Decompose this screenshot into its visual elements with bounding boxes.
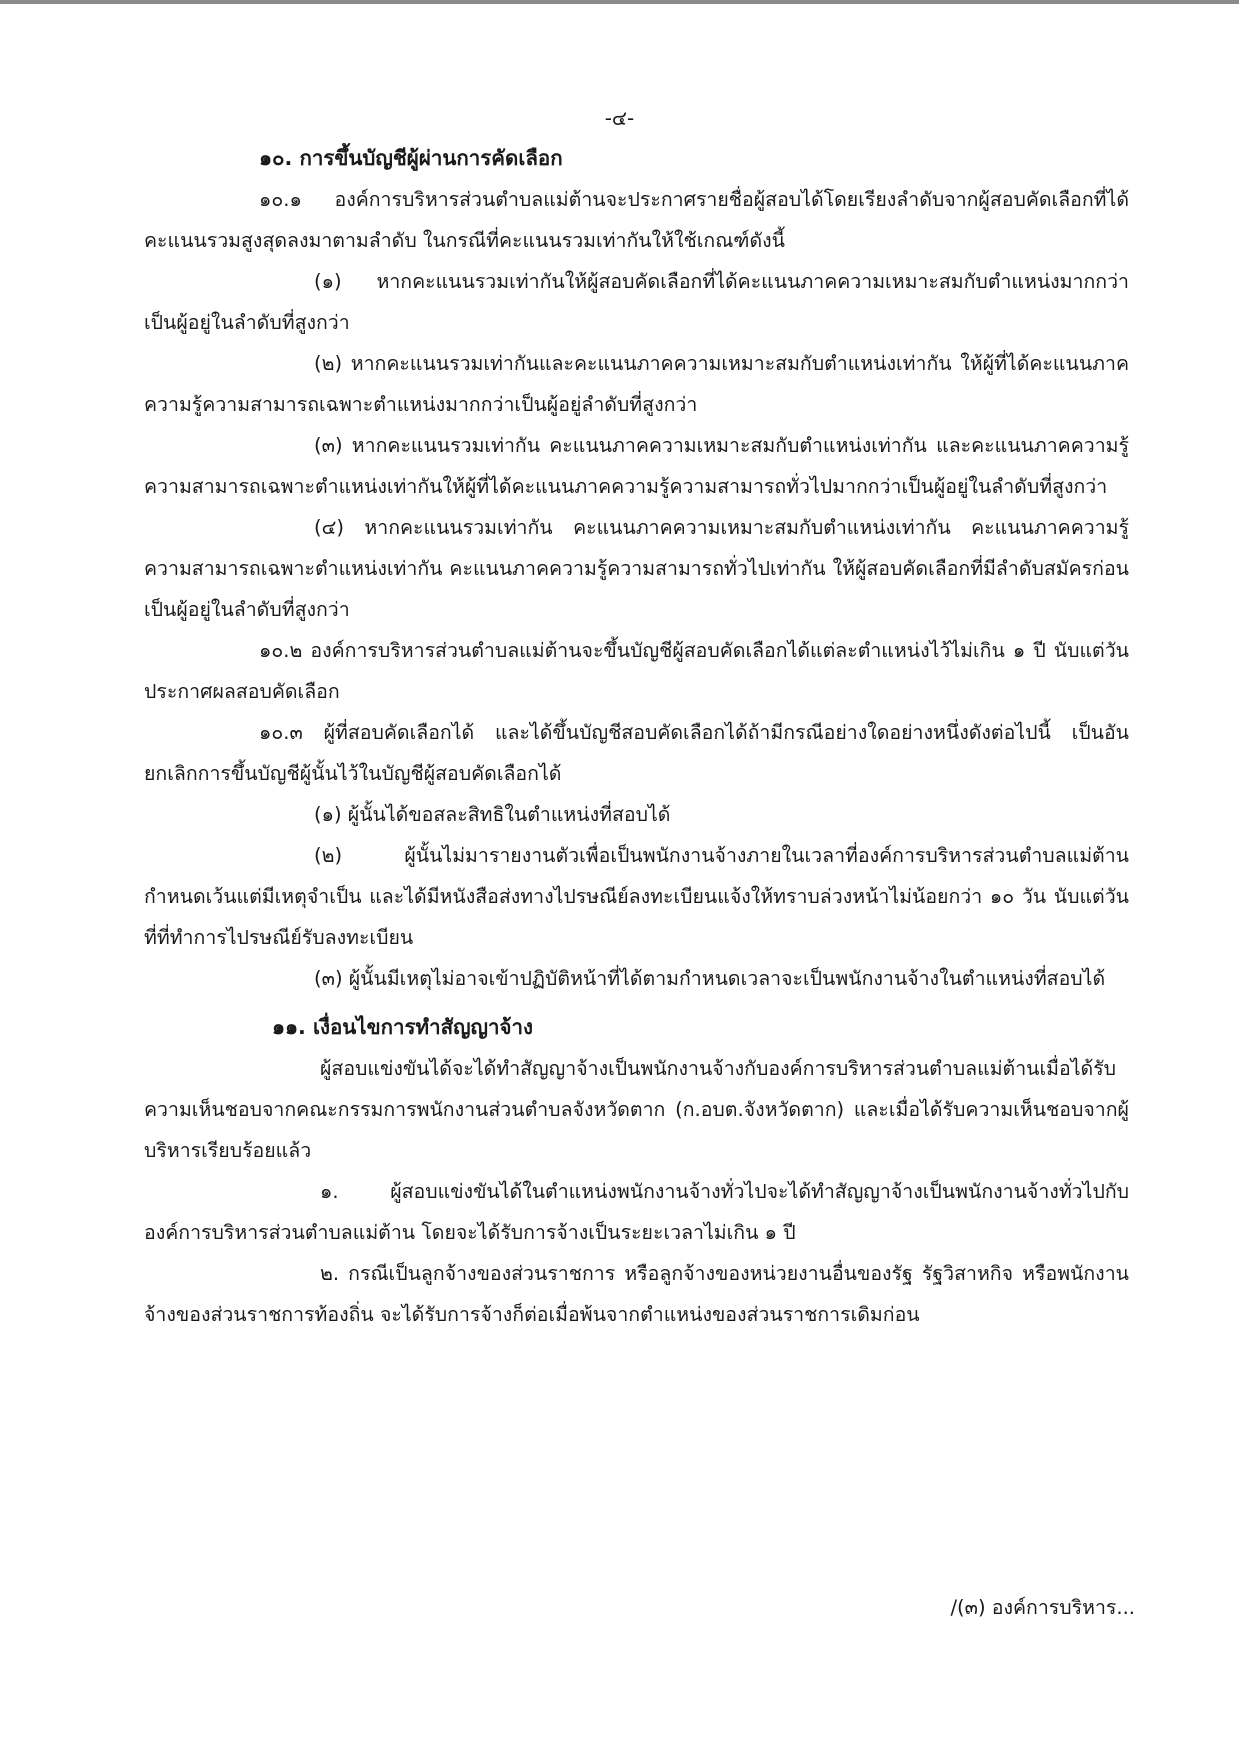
criterion-1: (๑) หากคะแนนรวมเท่ากันให้ผู้สอบคัดเลือกที่ได้คะแนนภาคความเหมาะสมกับตำแหน่งมากกว่าเป็นผู้อยู่ในลำดับที่สูงกว่า: [144, 270, 1129, 334]
paragraph-10-2: ๑๐.๒ องค์การบริหารส่วนตำบลแม่ต้านจะขึ้นบัญชีผู้สอบคัดเลือกได้แต่ละตำแหน่งไว้ไม่เกิน ๑ ปี นับแต่วันประกาศผลสอบคัดเลือก: [144, 639, 1129, 703]
scan-top-edge: [0, 0, 1239, 4]
disqualification-1: (๑) ผู้นั้นได้ขอสละสิทธิในตำแหน่งที่สอบได้: [314, 803, 671, 826]
disqualification-2: (๒) ผู้นั้นไม่มารายงานตัวเพื่อเป็นพนักงานจ้างภายในเวลาที่องค์การบริหารส่วนตำบลแม่ต้านกำหนดเว้นแต่มีเหตุจำเป็น และได้มีหนังสือส่งทางไปรษณีย์ลงทะเบียนแจ้งให้ทราบล่วงหน้าไม่น้อยกว่า ๑๐ วัน นับแต่วันที่ที่ทำการไปรษณีย์รับลงทะเบียน: [144, 844, 1129, 949]
criterion-3: (๓) หากคะแนนรวมเท่ากัน คะแนนภาคความเหมาะสมกับตำแหน่งเท่ากัน และคะแนนภาคความรู้ความสามารถเฉพาะตำแหน่งเท่ากันให้ผู้ที่ได้คะแนนภาคความรู้ความสามารถทั่วไปมากกว่าเป็นผู้อยู่ในลำดับที่สูงกว่า: [144, 434, 1129, 498]
criterion-2: (๒) หากคะแนนรวมเท่ากันและคะแนนภาคความเหมาะสมกับตำแหน่งเท่ากัน ให้ผู้ที่ได้คะแนนภาคความรู้ความสามารถเฉพาะตำแหน่งมากกว่าเป็นผู้อยู่ลำดับที่สูงกว่า: [144, 352, 1129, 416]
section-11-intro: ผู้สอบแข่งขันได้จะได้ทำสัญญาจ้างเป็นพนักงานจ้างกับองค์การบริหารส่วนตำบลแม่ต้านเมื่อได้รับความเห็นชอบจากคณะกรรมการพนักงานส่วนตำบลจังหวัดตาก (ก.อบต.จังหวัดตาก) และเมื่อได้รับความเห็นชอบจากผู้บริหารเรียบร้อยแล้ว: [144, 1057, 1129, 1162]
section-11-heading: ๑๑. เงื่อนไขการทำสัญญาจ้าง: [272, 1015, 534, 1039]
continuation-note: /(๓) องค์การบริหาร...: [950, 1596, 1135, 1619]
disqualification-3: (๓) ผู้นั้นมีเหตุไม่อาจเข้าปฏิบัติหน้าที่ได้ตามกำหนดเวลาจะเป็นพนักงานจ้างในตำแหน่งที่สอบได้: [314, 967, 1106, 990]
section-11-item-2: ๒. กรณีเป็นลูกจ้างของส่วนราชการ หรือลูกจ้างของหน่วยงานอื่นของรัฐ รัฐวิสาหกิจ หรือพนักงานจ้างของส่วนราชการท้องถิ่น จะได้รับการจ้างก็ต่อเมื่อพ้นจากตำแหน่งของส่วนราชการเดิมก่อน: [144, 1262, 1129, 1326]
criterion-4: (๔) หากคะแนนรวมเท่ากัน คะแนนภาคความเหมาะสมกับตำแหน่งเท่ากัน คะแนนภาคความรู้ความสามารถเฉพาะตำแหน่งเท่ากัน คะแนนภาคความรู้ความสามารถทั่วไปเท่ากัน ให้ผู้สอบคัดเลือกที่มีลำดับสมัครก่อนเป็นผู้อยู่ในลำดับที่สูงกว่า: [144, 516, 1129, 621]
paragraph-10-3: ๑๐.๓ ผู้ที่สอบคัดเลือกได้ และได้ขึ้นบัญชีสอบคัดเลือกได้ถ้ามีกรณีอย่างใดอย่างหนึ่งดังต่อไปนี้ เป็นอันยกเลิกการขึ้นบัญชีผู้นั้นไว้ในบัญชีผู้สอบคัดเลือกได้: [144, 721, 1129, 785]
page-number: -๔-: [604, 106, 635, 130]
section-10-heading: ๑๐. การขึ้นบัญชีผู้ผ่านการคัดเลือก: [259, 146, 563, 170]
paragraph-10-1: ๑๐.๑ องค์การบริหารส่วนตำบลแม่ต้านจะประกาศรายชื่อผู้สอบได้โดยเรียงลำดับจากผู้สอบคัดเลือกที่ได้คะแนนรวมสูงสุดลงมาตามลำดับ ในกรณีที่คะแนนรวมเท่ากันให้ใช้เกณฑ์ดังนี้: [144, 188, 1129, 252]
section-11-item-1: ๑. ผู้สอบแข่งขันได้ในตำแหน่งพนักงานจ้างทั่วไปจะได้ทำสัญญาจ้างเป็นพนักงานจ้างทั่วไปกับองค์การบริหารส่วนตำบลแม่ต้าน โดยจะได้รับการจ้างเป็นระยะเวลาไม่เกิน ๑ ปี: [144, 1180, 1129, 1244]
document-body: [144, 138, 1129, 1335]
